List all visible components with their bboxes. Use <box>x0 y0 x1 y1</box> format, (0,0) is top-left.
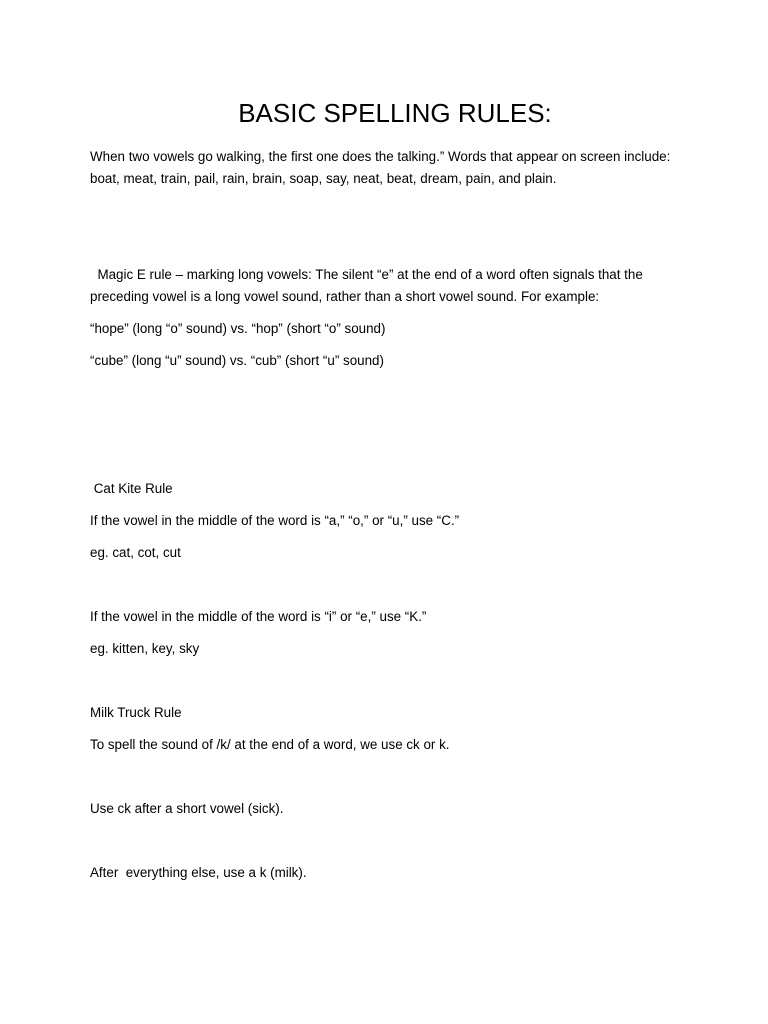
cat-kite-rule-k: If the vowel in the middle of the word is “i” or “e,” use “K.” <box>90 609 427 624</box>
magic-e-paragraph: Magic E rule – marking long vowels: The silent “e” at the end of a word often signals that the preceding vowel is a long vowel sound, rather than a short vowel sound. For example: <box>90 267 647 304</box>
milk-truck-k-rule: After everything else, use a k (milk). <box>90 865 307 880</box>
magic-e-example-hope: “hope” (long “o” sound) vs. “hop” (short “o” sound) <box>90 321 386 336</box>
milk-truck-ck-rule: Use ck after a short vowel (sick). <box>90 801 284 816</box>
cat-kite-heading: Cat Kite Rule <box>90 481 173 496</box>
vowels-paragraph: When two vowels go walking, the first one does the talking.” Words that appear on screen include: boat, meat, train, pail, rain, brain, soap, say, neat, beat, dream, pain, and plain. <box>90 149 671 186</box>
page-title: BASIC SPELLING RULES: <box>238 98 552 128</box>
cat-kite-rule-c: If the vowel in the middle of the word is “a,” “o,” or “u,” use “C.” <box>90 513 460 528</box>
cat-kite-example-k: eg. kitten, key, sky <box>90 641 200 656</box>
magic-e-example-cube: “cube” (long “u” sound) vs. “cub” (short “u” sound) <box>90 353 384 368</box>
milk-truck-intro: To spell the sound of /k/ at the end of a word, we use ck or k. <box>90 737 450 752</box>
milk-truck-heading: Milk Truck Rule <box>90 705 182 720</box>
cat-kite-example-c: eg. cat, cot, cut <box>90 545 181 560</box>
